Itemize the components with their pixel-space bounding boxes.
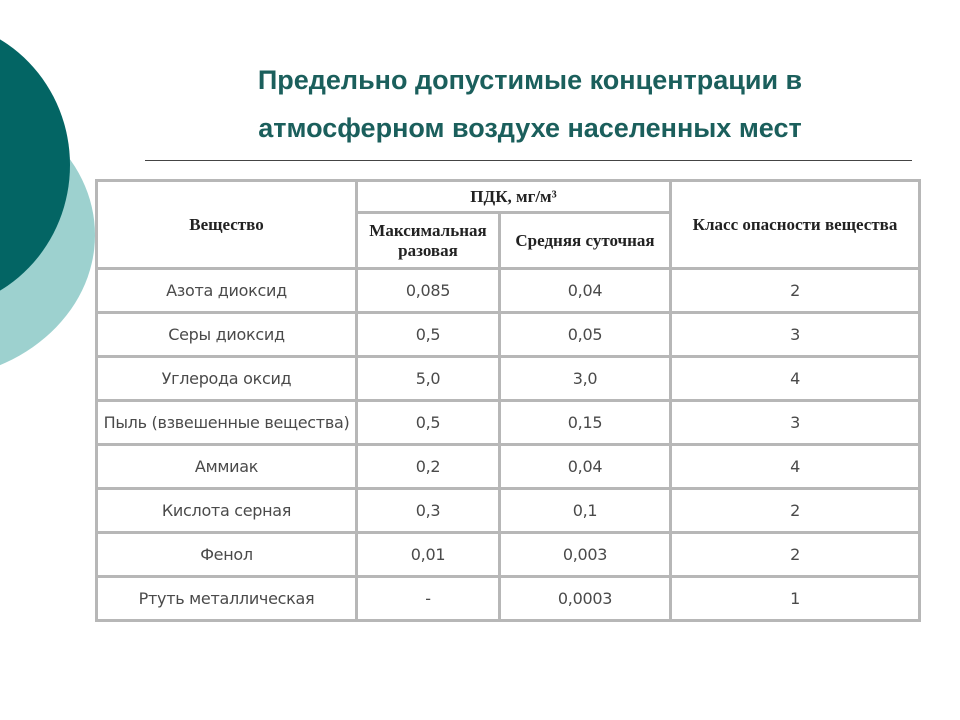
cell-substance-text: Пыль (взвешенные вещества)	[103, 413, 350, 432]
cell-substance	[97, 445, 357, 489]
table-row	[97, 357, 920, 401]
header-daily: Средняя суточная	[500, 213, 671, 269]
cell-daily-text: 0,05	[567, 325, 603, 344]
table-row	[97, 269, 920, 313]
cell-daily	[500, 489, 671, 533]
cell-substance	[97, 401, 357, 445]
cell-hazard-class-text: 2	[790, 281, 800, 300]
cell-hazard-class	[671, 357, 920, 401]
title-line-1: Предельно допустимые концентрации в	[257, 65, 803, 95]
cell-max	[357, 533, 500, 577]
cell-substance-text: Кислота серная	[161, 501, 292, 520]
cell-daily-text: 0,0003	[557, 589, 613, 608]
cell-max-text: 0,2	[415, 457, 441, 476]
cell-daily-text: 0,04	[567, 281, 603, 300]
cell-hazard-class-text: 4	[790, 457, 800, 476]
cell-substance-text: Аммиак	[194, 457, 259, 476]
table-row	[97, 533, 920, 577]
cell-daily	[500, 577, 671, 621]
table-row	[97, 401, 920, 445]
table-body	[97, 269, 920, 621]
cell-daily-text: 0,15	[567, 413, 603, 432]
cell-hazard-class-text: 2	[790, 501, 800, 520]
pdk-table	[95, 179, 921, 622]
cell-hazard-class	[671, 313, 920, 357]
cell-substance	[97, 533, 357, 577]
cell-daily-text: 0,003	[562, 545, 608, 564]
cell-max	[357, 577, 500, 621]
cell-max	[357, 269, 500, 313]
cell-max	[357, 401, 500, 445]
cell-max-text: 0,5	[415, 413, 441, 432]
header-pdk: ПДК, мг/м³	[357, 181, 671, 213]
cell-substance-text: Серы диоксид	[168, 325, 285, 344]
cell-max-text: 0,085	[405, 281, 451, 300]
header-max: Максимальная разовая	[357, 213, 500, 269]
slide-title	[150, 56, 910, 152]
cell-max	[357, 445, 500, 489]
cell-substance	[97, 313, 357, 357]
cell-hazard-class	[671, 445, 920, 489]
cell-hazard-class	[671, 533, 920, 577]
cell-hazard-class-text: 1	[790, 589, 800, 608]
cell-daily	[500, 445, 671, 489]
cell-max-text: 0,3	[415, 501, 441, 520]
title-line-2: атмосферном воздухе населенных мест	[258, 113, 802, 143]
table-row	[97, 489, 920, 533]
cell-max-text: 0,01	[410, 545, 446, 564]
table-row	[97, 313, 920, 357]
cell-max	[357, 489, 500, 533]
cell-daily	[500, 401, 671, 445]
cell-hazard-class	[671, 577, 920, 621]
cell-substance	[97, 489, 357, 533]
header-hazard-class: Класс опасности вещества	[671, 181, 920, 269]
table-row	[97, 445, 920, 489]
cell-hazard-class	[671, 489, 920, 533]
cell-substance	[97, 269, 357, 313]
header-substance: Вещество	[97, 181, 357, 269]
cell-substance-text: Ртуть металлическая	[138, 589, 315, 608]
cell-hazard-class-text: 3	[790, 413, 800, 432]
cell-substance-text: Углерода оксид	[161, 369, 292, 388]
cell-max-text: -	[425, 589, 431, 608]
cell-substance	[97, 357, 357, 401]
cell-hazard-class	[671, 269, 920, 313]
cell-daily-text: 0,1	[572, 501, 598, 520]
cell-hazard-class-text: 3	[790, 325, 800, 344]
cell-daily	[500, 269, 671, 313]
cell-daily-text: 3,0	[572, 369, 598, 388]
cell-daily	[500, 313, 671, 357]
cell-substance	[97, 577, 357, 621]
cell-max	[357, 313, 500, 357]
cell-substance-text: Азота диоксид	[166, 281, 287, 300]
cell-substance-text: Фенол	[200, 545, 253, 564]
cell-hazard-class-text: 2	[790, 545, 800, 564]
cell-max-text: 0,5	[415, 325, 441, 344]
table-row	[97, 577, 920, 621]
table-header-row	[97, 181, 920, 213]
cell-daily	[500, 357, 671, 401]
cell-hazard-class	[671, 401, 920, 445]
title-divider	[145, 160, 912, 161]
cell-daily	[500, 533, 671, 577]
cell-max	[357, 357, 500, 401]
cell-hazard-class-text: 4	[790, 369, 800, 388]
cell-max-text: 5,0	[415, 369, 441, 388]
cell-daily-text: 0,04	[567, 457, 603, 476]
